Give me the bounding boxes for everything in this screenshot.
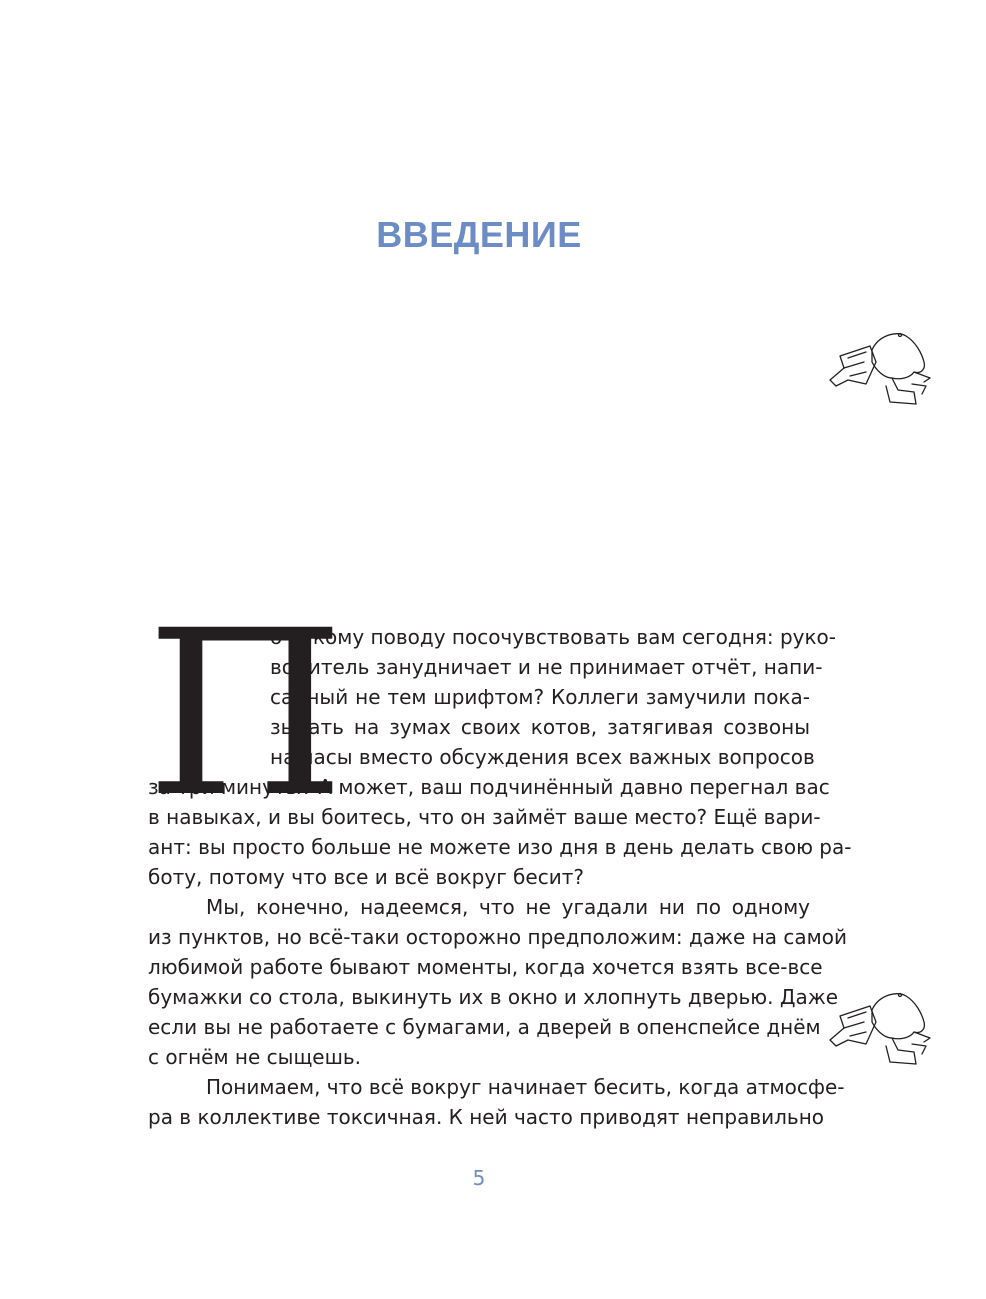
text-line: на часы вместо обсуждения всех важных вопросов bbox=[270, 745, 815, 769]
penguin-paper-doodle-icon bbox=[826, 988, 938, 1070]
text-line: ант: вы просто больше не можете изо дня в день делать свою ра- bbox=[148, 835, 852, 859]
text-line: зывать на зумах своих котов, затягивая созвоны bbox=[270, 715, 810, 739]
text-line: за три минуты? А может, ваш подчинённый давно перегнал вас bbox=[148, 775, 830, 799]
text-line: Понимаем, что всё вокруг начинает бесить, когда атмосфе- bbox=[206, 1075, 845, 1099]
text-line: если вы не работаете с бумагами, а дверей в опенспейсе днём bbox=[148, 1015, 821, 1039]
text-line: санный не тем шрифтом? Коллеги замучили пока- bbox=[270, 685, 810, 709]
page-number: 5 bbox=[472, 1166, 486, 1190]
text-line: из пунктов, но всё-таки осторожно предположим: даже на самой bbox=[148, 925, 847, 949]
drop-cap: П bbox=[146, 581, 345, 847]
chapter-title: ВВЕДЕНИЕ bbox=[376, 214, 582, 255]
text-line: с огнём не сыщешь. bbox=[148, 1045, 362, 1069]
text-line: любимой работе бывают моменты, когда хочется взять все-все bbox=[148, 955, 823, 979]
penguin-paper-doodle-icon bbox=[826, 328, 938, 410]
text-line: о какому поводу посочувствовать вам сегодня: руко- bbox=[270, 625, 837, 649]
text-line: водитель занудничает и не принимает отчёт, напи- bbox=[270, 655, 823, 679]
text-line: боту, потому что все и всё вокруг бесит? bbox=[148, 865, 584, 889]
text-line: в навыках, и вы боитесь, что он займёт ваше место? Ещё вари- bbox=[148, 805, 821, 829]
text-line: ра в коллективе токсичная. К ней часто приводят неправильно bbox=[148, 1105, 825, 1129]
text-line: бумажки со стола, выкинуть их в окно и хлопнуть дверью. Даже bbox=[148, 985, 839, 1009]
text-line: Мы, конечно, надеемся, что не угадали ни по одному bbox=[206, 895, 810, 919]
